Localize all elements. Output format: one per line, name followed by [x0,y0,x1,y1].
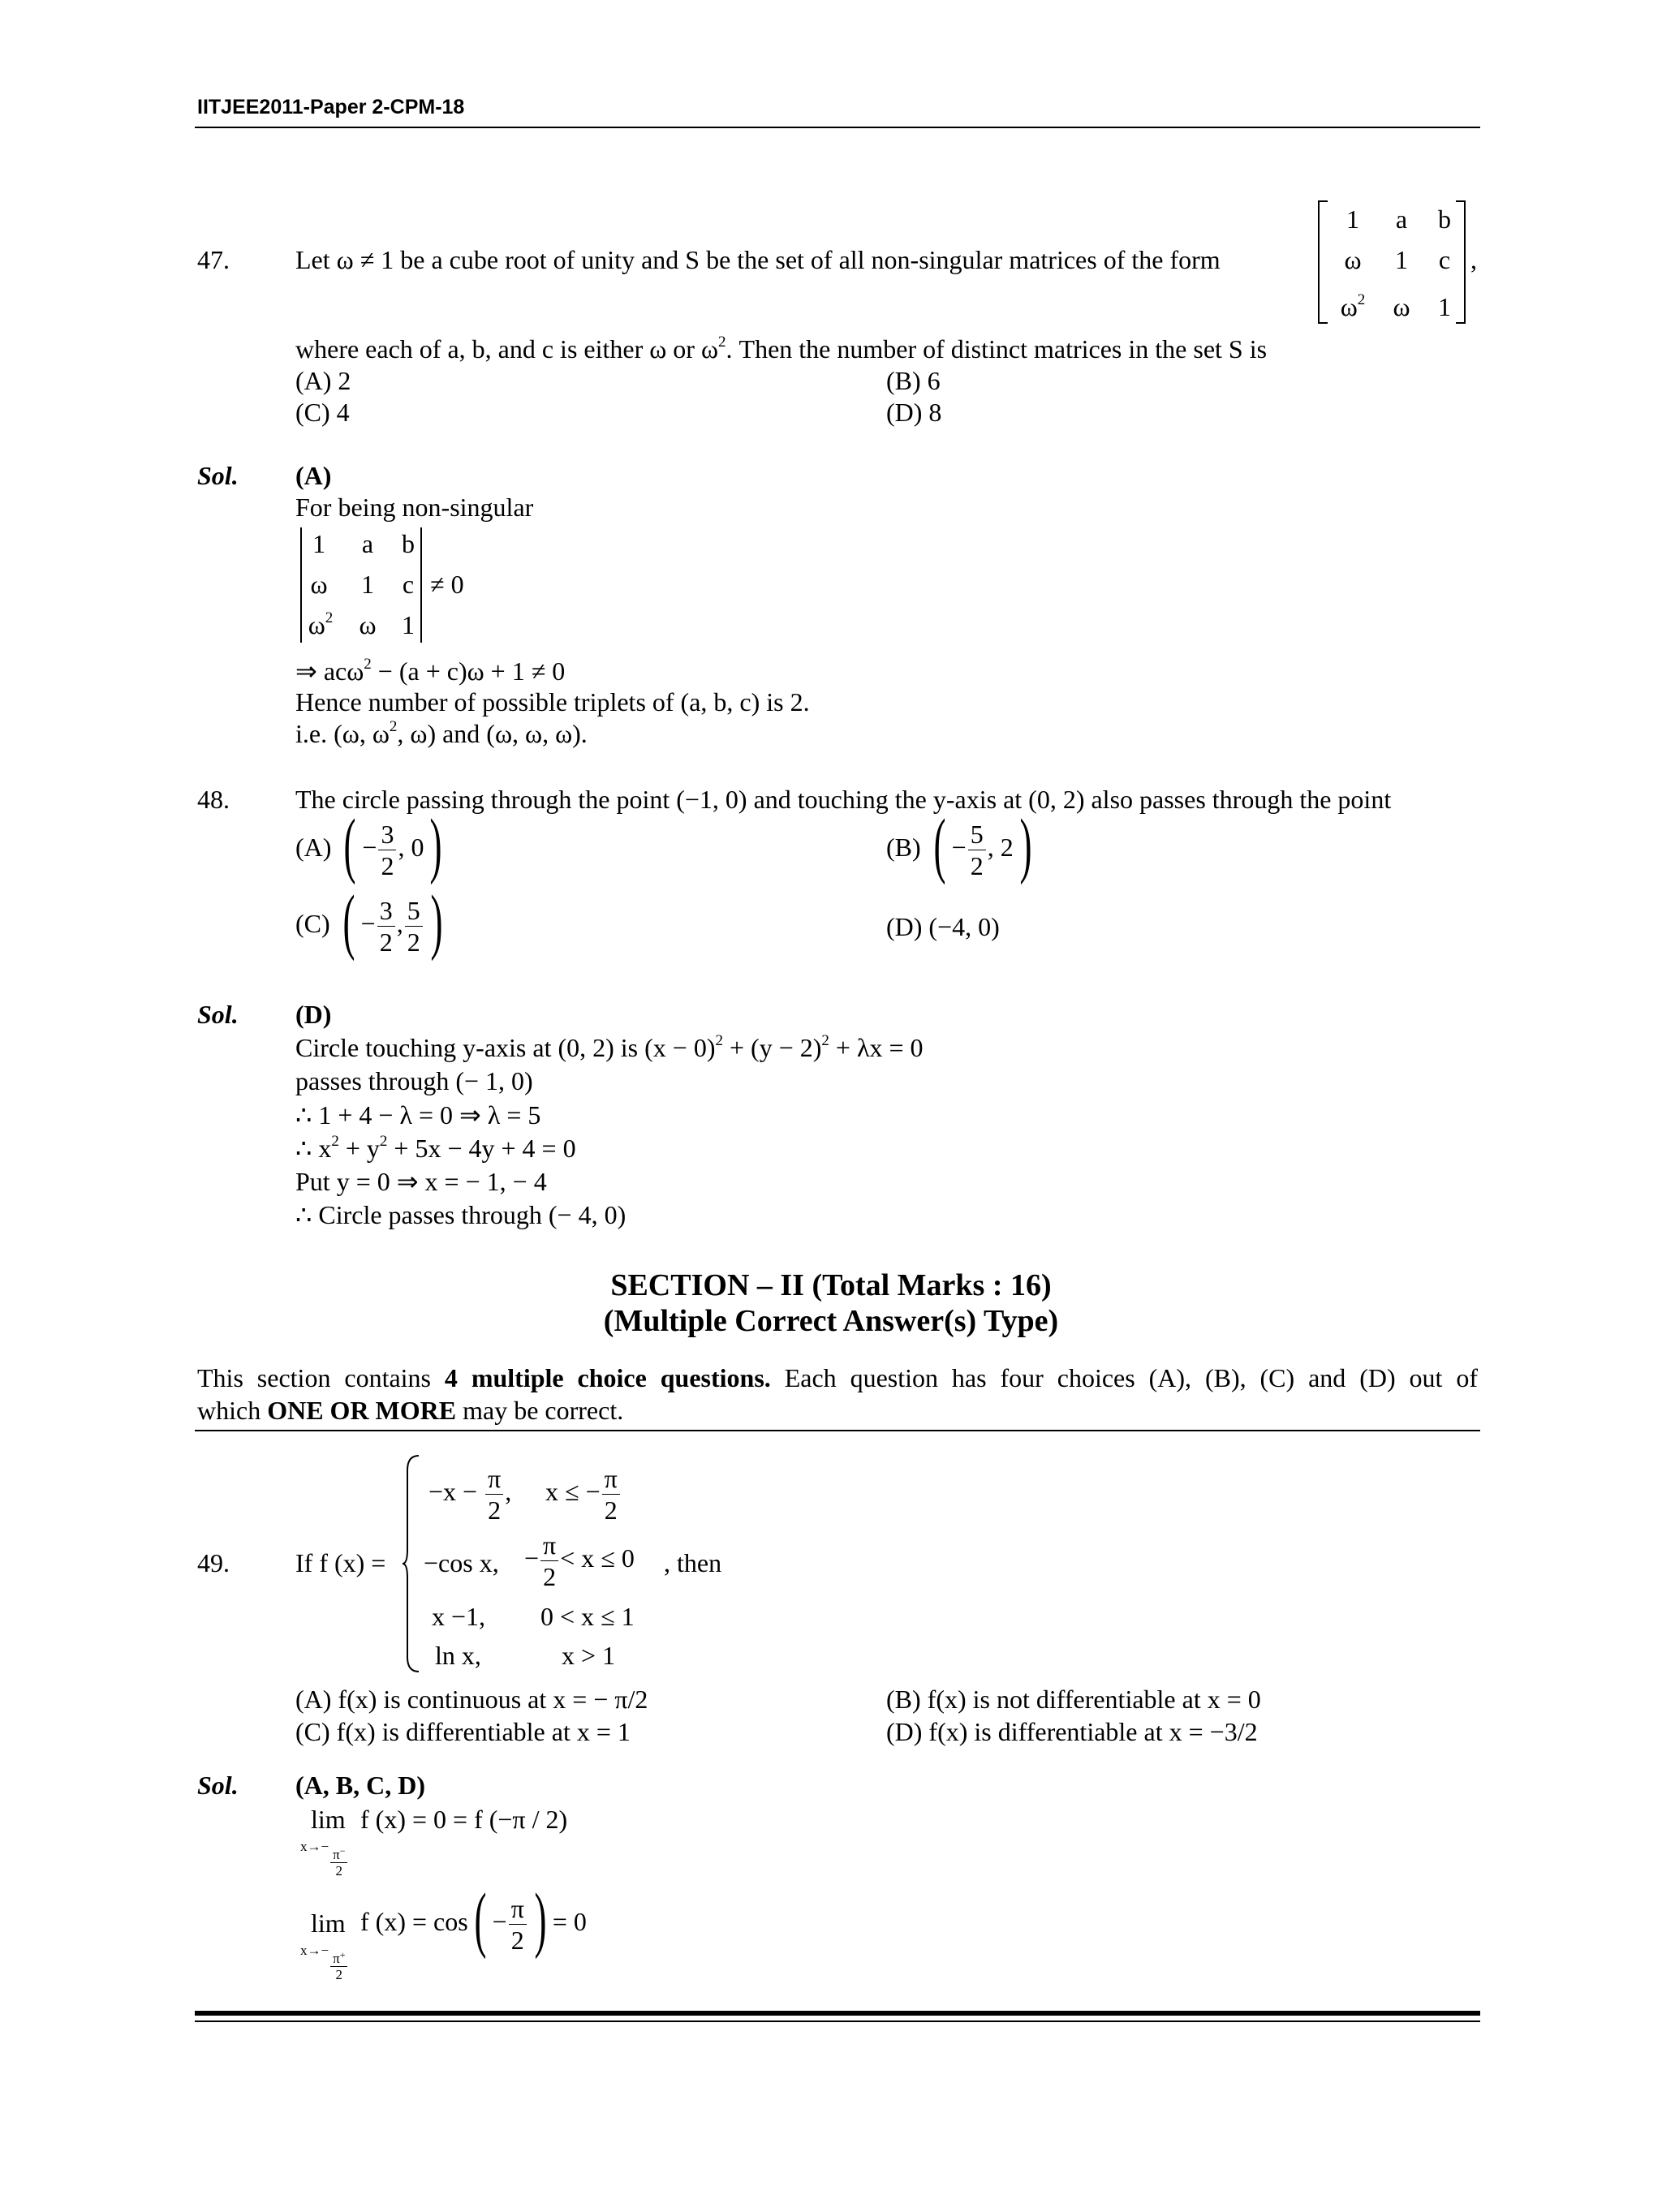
q49-row3-cond: 0 < x ≤ 1 [540,1602,635,1631]
q49-option-d: (D) f(x) is differentiable at x = −3/2 [886,1717,1258,1746]
m47-r1c1: 1 [1346,204,1359,234]
q49-then: , then [664,1548,722,1577]
section-intro-line1: This section contains 4 multiple choice questions. Each question has four choices (A), (B), (C) and (D) out of [197,1363,1479,1392]
q47-stem-line2: where each of a, b, and c is either ω or $\omega^2$. Then the number of distinct matrices in the set S is [295,334,1268,364]
sol49-expr1: f (x) = 0 = f (−π / 2) [360,1805,568,1834]
sol48-line5: Put y = 0 ⇒ x = − 1, − 4 [295,1167,547,1196]
sol49-lim1: lim [311,1805,346,1834]
q49-row4-expr: ln x, [435,1641,481,1670]
sol47-line3: Hence number of possible triplets of (a, b, c) is 2. [295,687,810,717]
q49-row1-cond: x ≤ − $\frac{\pi}{2}$ [545,1465,622,1523]
footer-rule-thick [195,2011,1480,2016]
sol49-label: Sol. [197,1771,239,1800]
sol48-answer: (D) [295,1000,332,1029]
q48-number: 48. [197,785,230,814]
sol48-line2: passes through (− 1, 0) [295,1066,533,1095]
q49-row1-expr: −x − $\frac{\pi}{2}$ , [428,1464,512,1525]
det-r3c1: $\omega^2$ [308,609,334,639]
header-rule [195,127,1480,128]
q47-option-b: (B) 6 [886,366,941,395]
q49-row4-cond: x > 1 [562,1641,616,1670]
q49-option-c: (C) f(x) is differentiable at x = 1 [295,1717,631,1746]
sol47-line4: i.e. (ω, $\omega^2$, ω) and (ω, ω, ω). [295,718,588,748]
sol49-lim2-sub: x→− $\frac{\pi^+}{2}$ [300,1943,349,1982]
m47-r3c3: 1 [1438,292,1451,321]
q47-number: 47. [197,245,230,274]
section-title: SECTION – II (Total Marks : 16) [610,1268,1052,1302]
section-intro-line2: which ONE OR MORE may be correct. [197,1396,624,1425]
q49-row2-expr: −cos x, [424,1548,499,1577]
q47-option-c: (C) 4 [295,398,350,427]
sol48-line4: ∴ $x^2 + y^2 + 5x - 4y + 4 = 0$ [295,1133,576,1163]
m47-r2c2: 1 [1395,245,1408,274]
sol49-lim1-sub: x→− $\frac{\pi^-}{2}$ [300,1839,349,1878]
sol47-label: Sol. [197,461,239,490]
sol49-lim2: lim [311,1909,346,1938]
sol48-line6: ∴ Circle passes through (− 4, 0) [295,1200,626,1229]
m47-r3c2: ω [1393,292,1410,321]
q48-option-a: (A) ( − $\frac{3}{2}$ , 0) [295,805,442,885]
q48-option-b: (B) ( − $\frac{5}{2}$ , 2) [886,805,1032,885]
m47-r2c3: c [1438,245,1451,274]
sol48-line3: ∴ 1 + 4 − λ = 0 ⇒ λ = 5 [295,1100,541,1130]
sol47-answer: (A) [295,461,332,490]
det-r3c2: ω [359,610,377,639]
sol47-line1: For being non-singular [295,493,534,522]
m47-r1c3: b [1438,204,1451,234]
det-r2c1: ω [310,570,328,599]
q47-comma: , [1470,245,1477,274]
q49-if-fx: If f (x) = [295,1548,386,1577]
page-header: IITJEE2011-Paper 2-CPM-18 [197,96,465,118]
sol47-line2: ⇒ acω$^2$ − (a + c)ω + 1 ≠ 0 [295,656,566,686]
m47-r3c1: $\omega^2$ [1340,291,1366,321]
q49-row2-cond: − $\frac{\pi}{2}$ < x ≤ 0 [524,1530,635,1591]
q48-option-d: (D) (−4, 0) [886,912,1000,941]
m47-r2c1: ω [1344,245,1362,274]
sol48-line1: Circle touching y-axis at (0, 2) is $(x - 0)^2 + (y - 2)^2 + \lambda x = 0$ [295,1032,924,1062]
det-r1c1: 1 [312,529,325,558]
det-r2c3: c [402,570,415,599]
q49-row3-expr: x −1, [432,1602,486,1631]
det-r1c3: b [402,529,415,558]
q49-option-a: (A) f(x) is continuous at x = − π/2 [295,1685,648,1714]
m47-r1c2: a [1395,204,1408,234]
sol49-expr2: f (x) = cos( − $\frac{\pi}{2}$ ) = 0 [360,1879,587,1960]
q48-stem: The circle passing through the point (−1, 0) and touching the y-axis at (0, 2) also passes through the point [295,785,1392,814]
piecewise-brace [401,1454,422,1673]
sol47-neq-zero: ≠ 0 [430,570,464,599]
q47-stem: Let ω ≠ 1 be a cube root of unity and S be the set of all non-singular matrices of the form [295,245,1221,274]
sol49-answer: (A, B, C, D) [295,1771,425,1800]
section-rule [195,1430,1480,1431]
section-subtitle: (Multiple Correct Answer(s) Type) [603,1304,1059,1338]
q47-option-a: (A) 2 [295,366,351,395]
det-r2c2: 1 [361,570,374,599]
q48-option-c: (C) ( − $\frac{3}{2}$ , $\frac{5}{2}$ ) [295,881,443,962]
det-r3c3: 1 [402,610,415,639]
q49-option-b: (B) f(x) is not differentiable at x = 0 [886,1685,1261,1714]
footer-rule-thin [195,2020,1480,2022]
sol48-label: Sol. [197,1000,239,1029]
det-r1c2: a [361,529,374,558]
q47-option-d: (D) 8 [886,398,942,427]
q49-number: 49. [197,1548,230,1577]
